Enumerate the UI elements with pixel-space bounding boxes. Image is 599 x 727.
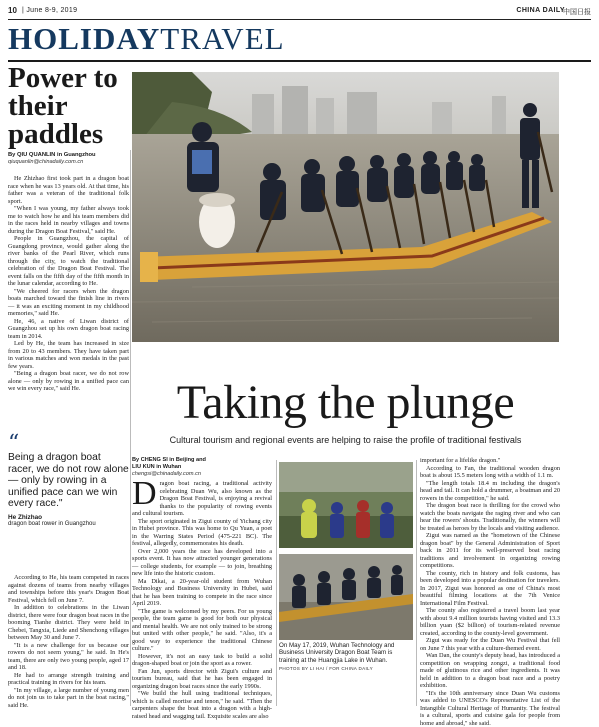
paragraph: According to Fan, the traditional wooden dragon boat is about 15.5 meters long with a width of 1.1 m. xyxy=(420,465,560,480)
main-byline-author-1: By CHENG SI in Beijing and xyxy=(132,457,206,463)
drop-cap: D xyxy=(132,481,157,507)
top-rule xyxy=(8,19,591,20)
paragraph: Wan Dan, the county's deputy head, has introduced a competition on wrapping zongzi, a traditional food made of glutinous rice and other ingredients. It was held in addition to a dragon boat race and a poetry exhibition. xyxy=(420,652,560,690)
sidebar-byline-email: qiuquanlin@chinadaily.com.cn xyxy=(8,159,130,165)
main-headline: Taking the plunge xyxy=(132,378,559,428)
paragraph: Fan Jun, sports director with Zigui's culture and tourism bureau, said that he has been engaged in organizing dragon boat races since the early 1990s. xyxy=(132,668,272,691)
issue-date: | June 8-9, 2019 xyxy=(22,7,77,14)
column-divider xyxy=(130,150,131,706)
paragraph xyxy=(132,480,272,518)
paragraph: "In my village, a large number of young men do not join us to take part in the boat racing," said He. xyxy=(8,687,129,710)
photo-caption-block xyxy=(279,642,413,702)
paragraph: He had to arrange strength training and practical training in rivers for his team. xyxy=(8,672,129,687)
section-title-part1: HOLIDAY xyxy=(8,21,160,56)
paragraph: He, 46, a native of Liwan district of Guangzhou set up his own dragon boat racing team in 2014. xyxy=(8,318,129,341)
sidebar-body-bottom xyxy=(8,574,129,706)
paragraph: However, it's not an easy task to build a solid dragon-shaped boat or join the sport as a rower. xyxy=(132,653,272,668)
paragraph: Over 2,000 years the race has developed into a sports event. It has now attracted younger generations — college students, for example — to join, breathing new life into the historic custom. xyxy=(132,548,272,578)
main-column-3 xyxy=(420,457,560,706)
paragraph: "We build the hull using traditional techniques, which is called mortise and tenon," he said. "Then the carpenters shape the boat into a dragon with a high-raised head and wagging tail. Exquisite scales are also xyxy=(132,690,272,720)
paragraph: Zigui was ready for the Duan Wu Festival that fell on June 7 this year with a culture-themed event. xyxy=(420,637,560,652)
paragraph: He Zhizhao first took part in a dragon boat race when he was 13 years old. At that time, his father was a veteran of the traditional folk sport. xyxy=(8,175,129,205)
paragraph: According to He, his team competed in races against dozens of teams from nearby villages and townships before this year's Dragon Boat Festival, which fell on June 7. xyxy=(8,574,129,604)
paragraph: The county also registered a travel boom last year with about 9.4 million tourists having visited and 13.3 billion yuan ($2 billion) of tourism-related revenue created, according to the county-level government. xyxy=(420,607,560,637)
main-photo-dragon-boat xyxy=(132,72,559,342)
photo-credit: PHOTOS BY LI HAI / FOR CHINA DAILY xyxy=(279,666,413,671)
column-divider xyxy=(276,460,277,706)
paragraph-text: ragon boat racing, a traditional activity celebrating Duan Wu, also known as the Dragon Boat Festival, is enjoying a revival thanks to the popularity of rowing events and cultural tourism. xyxy=(132,480,272,517)
main-byline-author-2: LIU KUN in Wuhan xyxy=(132,464,181,470)
paragraph: important for a lifelike dragon." xyxy=(420,457,560,465)
paragraph: The sport originated in Zigui county of Yichang city in Hubei province. This was home to Qu Yuan, a poet in the Warring States Period (475-221 BC). The festival, allegedly, commemorates his death. xyxy=(132,518,272,548)
publication-name-cn: 中国日报 xyxy=(563,7,591,17)
section-title-part2: TRAVEL xyxy=(160,21,284,56)
paragraph: "When I was young, my father always took me to watch how he and his team members did in the races held in nearby villages and towns during the Dragon Boat Festival," said He. xyxy=(8,205,129,235)
paragraph: "The length totals 18.4 m including the dragon's head and tail. It can hold a drummer, a boatman and 20 rowers in the competition," he said. xyxy=(420,480,560,503)
pull-quote xyxy=(8,436,129,528)
paragraph: The county, rich in history and folk customs, has been developed into a popular destination for travelers. In 2017, Zigui was honored as one of China's most beautiful filming locations at the 7th Venice International Film Festival. xyxy=(420,570,560,608)
secondary-photos xyxy=(279,462,413,640)
paragraph: Zigui was named as the "hometown of the Chinese dragon boat" by the General Administration of Sport back in 2011 for its well-preserved boat racing traditions and involvement in organizing rowing competitions. xyxy=(420,532,560,570)
publication-name: CHINA DAILY xyxy=(516,7,565,14)
paragraph: Led by He, the team has increased in size from 20 to 43 members. They have taken part in various matches and won medals in the past few years. xyxy=(8,340,129,370)
photo-caption: On May 17, 2019, Wuhan Technology and Business University Dragon Boat Team is training at the Huangjia Lake in Wuhan. xyxy=(279,642,413,664)
paragraph: "It is a new challenge for us because our rowers do not seem young," he said. In He's team, there are only two young people, aged 17 and 18. xyxy=(8,642,129,672)
page-number: 10 xyxy=(8,6,17,15)
quote-mark-icon: “ xyxy=(8,436,129,450)
main-byline-email: chengsi@chinadaily.com.cn xyxy=(132,471,201,477)
paragraph: Ma Dikai, a 20-year-old student from Wuhan Technology and Business University in Hubei, said that he has been training to compete in the race since April 2019. xyxy=(132,578,272,608)
paragraph: "The game is welcomed by my peers. For us young people, the team game is good for both our physical and mental health. We are not only trained to be strong but united with other people," he said. "Also, it's a good way to experience the traditional Chinese culture." xyxy=(132,608,272,653)
pull-quote-name: He Zhizhao xyxy=(8,514,129,521)
sidebar-body-top xyxy=(8,175,129,433)
paragraph: In addition to celebrations in the Liwan district, there were four dragon boat races in the booming Tianhe district. They were held in Chebei, Tangxia, Liede and Shenchong villages between May 30 and June 7. xyxy=(8,604,129,642)
main-subhead: Cultural tourism and regional events are helping to raise the profile of traditional festivals xyxy=(132,435,559,445)
paragraph: The dragon boat race is thrilling for the crowd who watch the boats navigate the raging river and who can hear the rowers' shouts. Traditionally, the winners will be treated as heroes by the locals and visiting audience. xyxy=(420,502,560,532)
paragraph: "We cheered for racers when the dragon boats marched toward the finish line in rivers — it was an exciting moment in my childhood memories," said He. xyxy=(8,288,129,318)
paragraph: People in Guangzhou, the capital of Guangdong province, would gather along the river banks of the Pearl River, which runs through the city, to watch the traditional celebration of the Dragon Boat Festival. The event falls on the fifth day of the fifth month in the lunar calendar, according to He. xyxy=(8,235,129,288)
paragraph: "Being a dragon boat racer, we do not row alone — only by rowing in a unified pace can we win every race," said He. xyxy=(8,370,129,393)
paragraph: "It's the 10th anniversary since Duan Wu customs was added to UNESCO's Representative List of the Intangible Cultural Heritage of Humanity. The festival is a cultural, sports and cuisine gala for people from home and abroad," she said. xyxy=(420,690,560,727)
sidebar-headline: Power to their paddles xyxy=(8,64,128,148)
sidebar-byline-author: By QIU QUANLIN in Guangzhou xyxy=(8,152,96,158)
masthead-bar xyxy=(8,6,591,18)
main-column-1 xyxy=(132,480,272,706)
section-title xyxy=(8,22,285,56)
sidebar-byline xyxy=(8,152,130,165)
column-divider xyxy=(416,460,417,706)
pull-quote-role: dragon boat rower in Guangzhou xyxy=(8,521,129,528)
pull-quote-text: Being a dragon boat racer, we do not row alone — only by rowing in a unified pace can we win every race." xyxy=(8,452,129,510)
